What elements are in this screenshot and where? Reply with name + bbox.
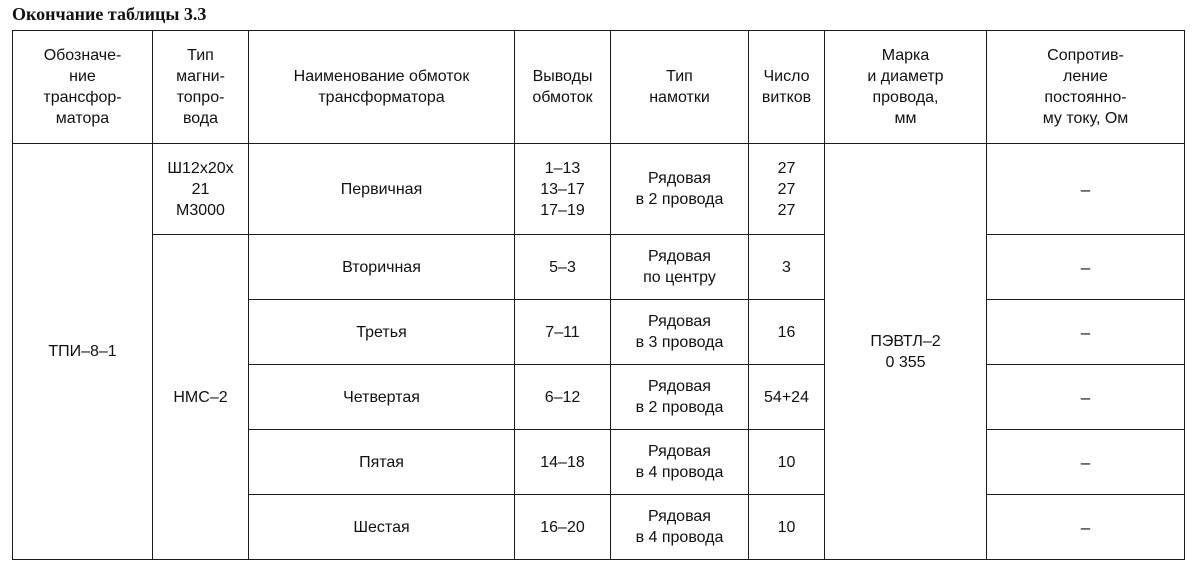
- winding-type-cell: Рядовая в 4 провода: [611, 430, 749, 495]
- winding-name-cell: Первичная: [249, 144, 515, 235]
- winding-name-cell: Четвертая: [249, 365, 515, 430]
- winding-type-cell: Рядовая в 4 провода: [611, 495, 749, 560]
- turns-cell: 16: [749, 300, 825, 365]
- leads-cell: 6–12: [515, 365, 611, 430]
- winding-name-cell: Третья: [249, 300, 515, 365]
- turns-cell: 3: [749, 235, 825, 300]
- leads-cell: 14–18: [515, 430, 611, 495]
- winding-type-cell: Рядовая в 2 провода: [611, 144, 749, 235]
- leads-cell: 7–11: [515, 300, 611, 365]
- winding-type-cell: Рядовая в 2 провода: [611, 365, 749, 430]
- table-row: [13, 144, 1185, 235]
- table-caption: Окончание таблицы 3.3: [12, 4, 207, 24]
- header-resistance: Сопротив- ление постоянно- му току, Ом: [987, 31, 1185, 144]
- transformer-designation: ТПИ–8–1: [13, 144, 153, 560]
- header-row: [13, 31, 1185, 144]
- core-type-cell: НМС–2: [153, 235, 249, 560]
- turns-cell: 10: [749, 430, 825, 495]
- wire-cell: ПЭВТЛ–2 0 355: [825, 144, 987, 560]
- winding-type-cell: Рядовая по центру: [611, 235, 749, 300]
- resistance-cell: –: [987, 365, 1185, 430]
- resistance-cell: –: [987, 235, 1185, 300]
- header-winding-type: Тип намотки: [611, 31, 749, 144]
- winding-name-cell: Пятая: [249, 430, 515, 495]
- turns-cell: 27 27 27: [749, 144, 825, 235]
- leads-cell: 5–3: [515, 235, 611, 300]
- header-core-type: Тип магни- топро- вода: [153, 31, 249, 144]
- leads-cell: 1–13 13–17 17–19: [515, 144, 611, 235]
- turns-cell: 10: [749, 495, 825, 560]
- winding-name-cell: Вторичная: [249, 235, 515, 300]
- core-type-cell: Ш12х20х 21 М3000: [153, 144, 249, 235]
- resistance-cell: –: [987, 144, 1185, 235]
- table-row: [13, 235, 1185, 300]
- header-designation: Обозначе- ние трансфор- матора: [13, 31, 153, 144]
- resistance-cell: –: [987, 430, 1185, 495]
- resistance-cell: –: [987, 300, 1185, 365]
- header-leads: Выводы обмоток: [515, 31, 611, 144]
- winding-type-cell: Рядовая в 3 провода: [611, 300, 749, 365]
- header-turns: Число витков: [749, 31, 825, 144]
- resistance-cell: –: [987, 495, 1185, 560]
- header-wire: Марка и диаметр провода, мм: [825, 31, 987, 144]
- leads-cell: 16–20: [515, 495, 611, 560]
- header-winding-name: Наименование обмоток трансформатора: [249, 31, 515, 144]
- transformer-table: [12, 30, 1185, 560]
- turns-cell: 54+24: [749, 365, 825, 430]
- winding-name-cell: Шестая: [249, 495, 515, 560]
